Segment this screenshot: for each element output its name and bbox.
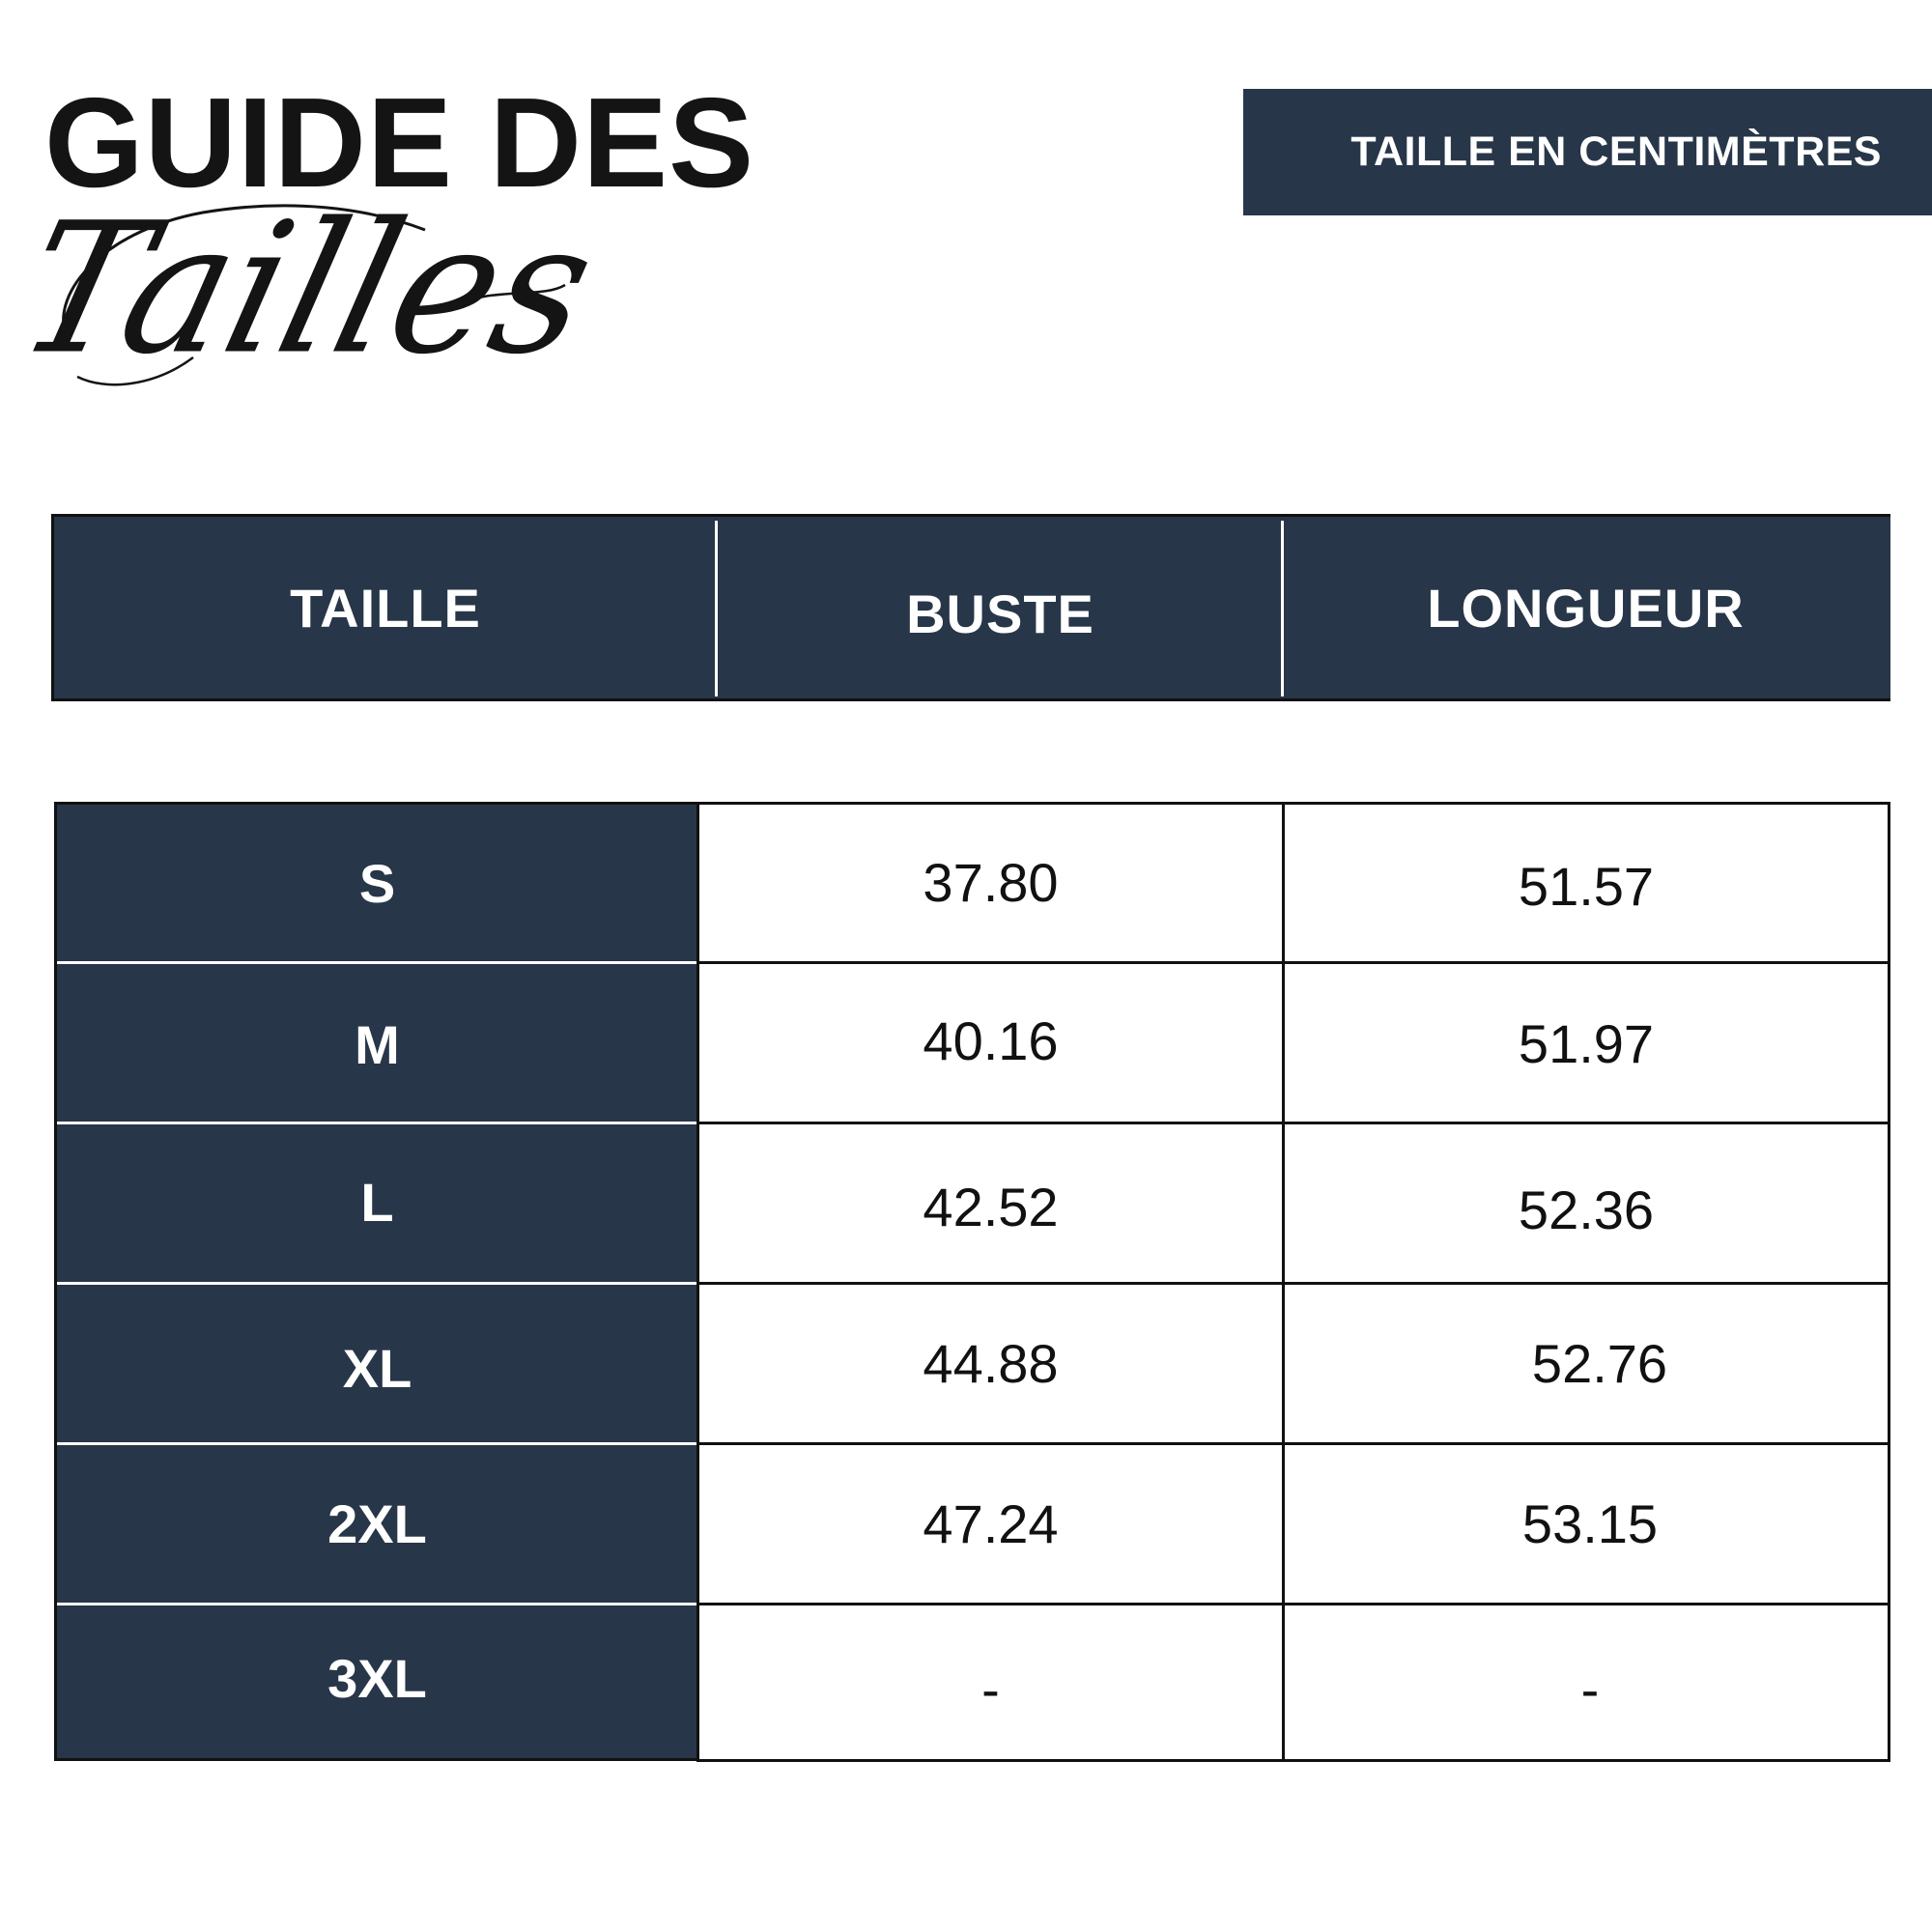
size-cell: S: [358, 852, 396, 914]
size-cell: M: [355, 1013, 400, 1075]
longueur-value: 51.57: [1518, 855, 1655, 917]
longueur-value: 51.97: [1518, 1012, 1655, 1074]
size-cell: 3XL: [327, 1647, 427, 1709]
size-cell: 2XL: [327, 1492, 427, 1554]
longueur-value: 53.15: [1521, 1492, 1659, 1554]
table-header-row: [51, 514, 1890, 701]
longueur-value: 52.36: [1518, 1179, 1655, 1240]
buste-value: 37.80: [923, 851, 1059, 913]
row-line: [699, 1603, 1888, 1605]
buste-value: 40.16: [923, 1009, 1059, 1071]
page-subtitle-script: Tailles: [1, 184, 613, 394]
header-buste: BUSTE: [906, 582, 1094, 644]
buste-value: 47.24: [923, 1492, 1059, 1554]
size-cell: L: [360, 1171, 394, 1233]
buste-value: 44.88: [923, 1332, 1059, 1394]
buste-value: -: [981, 1658, 1000, 1719]
buste-value: 42.52: [923, 1176, 1059, 1237]
page-title: GUIDE DES: [44, 71, 755, 213]
header-taille: TAILLE: [290, 577, 481, 639]
unit-badge: TAILLE EN CENTIMÈTRES: [1243, 89, 1932, 215]
header-longueur: LONGUEUR: [1427, 577, 1745, 639]
longueur-value: -: [1580, 1658, 1600, 1719]
size-cell: XL: [342, 1337, 412, 1399]
measurements-grid: [696, 802, 1890, 1762]
size-column: [54, 802, 697, 1761]
row-line: [699, 1122, 1888, 1124]
longueur-value: 52.76: [1531, 1332, 1668, 1394]
